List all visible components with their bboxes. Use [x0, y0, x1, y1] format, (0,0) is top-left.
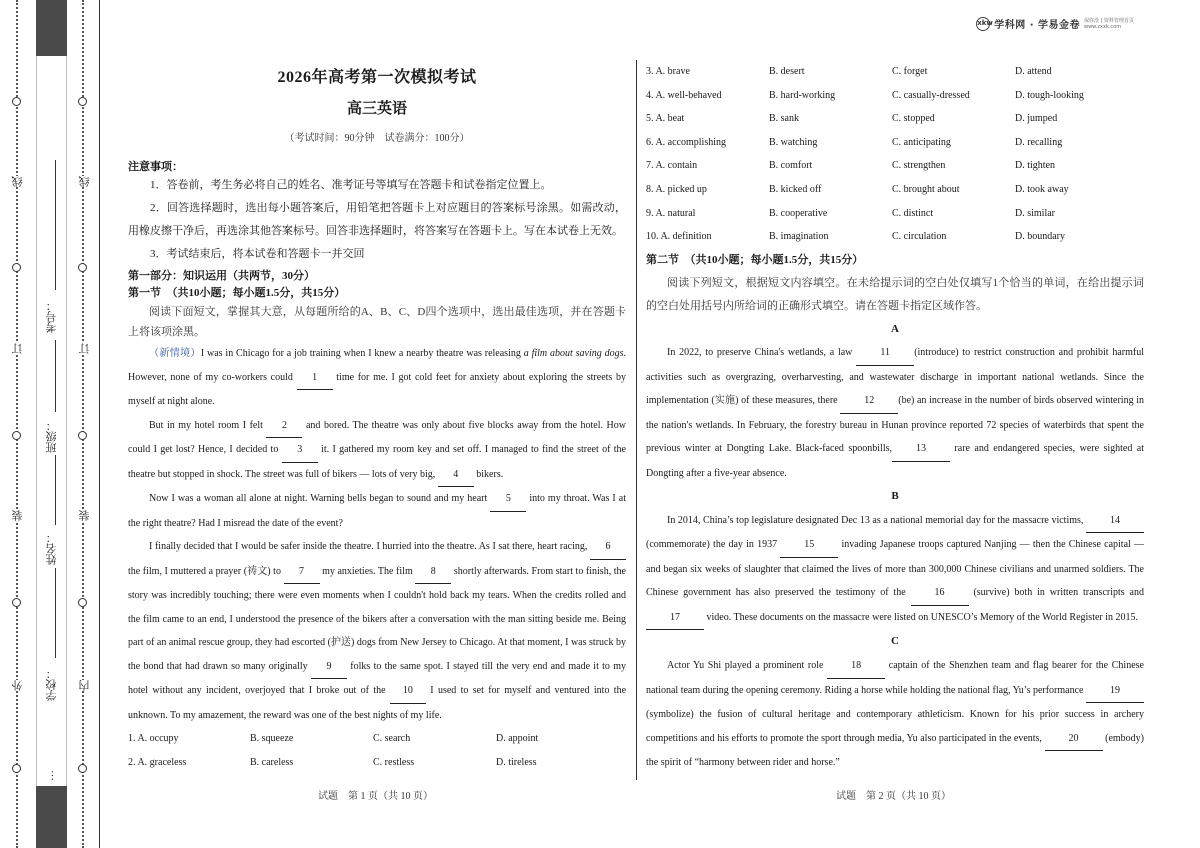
option-choice[interactable]: 5. A. beat [646, 113, 685, 125]
binding-hole [78, 431, 87, 440]
passage-text: In 2022, to preserve China's wetlands, a law [667, 347, 857, 359]
passage-text: invading Japanese troops captured Nanjing — then the Chinese capital — and began six weeks of slaughter that claimed the lives of more than 300,000 Chinese civilians and unarmed soldiers. The Chinese government has also preserved the testimony of the [646, 539, 1144, 599]
option-choice[interactable]: 3. A. brave [646, 66, 690, 77]
passage-text: my anxieties. The film [319, 565, 416, 577]
passage-text: (be) an increase in the number of birds observed wintering in the nation's wetlands. In February, the forestry bureau in Hunan province reported 72 species of waterbirds that spent the previous winter at Dongting Lake. Black-faced spoonbills, [646, 395, 1144, 455]
passage-b [646, 509, 1144, 631]
option-choice[interactable]: 1. A. occupy [128, 733, 179, 744]
binding-label-zhuang-inner: 装 [79, 510, 91, 521]
option-choice[interactable]: B. kicked off [769, 183, 822, 195]
option-choice[interactable]: B. hard-working [769, 89, 836, 101]
passage-text: it. I gathered my room key and set off. I managed to find the street of the theatre but stopped in shock. The street was full of bikers — lots of very big, [128, 444, 626, 480]
passage-text: (embody) the spirit of “harmony between rider and horse.” [646, 732, 1144, 769]
option-choice[interactable]: C. brought about [892, 183, 960, 195]
binding-bar-bottom [36, 786, 67, 848]
passage-paragraph [128, 342, 626, 414]
option-choice[interactable]: 10. A. definition [646, 231, 712, 243]
option-choice[interactable]: C. search [373, 733, 411, 744]
answer-blank[interactable]: 16 [911, 581, 969, 606]
option-choice[interactable]: D. tireless [496, 756, 537, 768]
answer-blank[interactable]: 1 [297, 366, 333, 391]
footer-page-1: 试题 第 1 页（共 10 页） [318, 791, 433, 802]
xkw-logo [976, 16, 1140, 31]
section2-instructions: 阅读下列短文，根据短文内容填空。在未给提示词的空白处仅填写1个恰当的单词，在给出提示词的空白处用括号内所给词的正确形式填空。请在答题卡指定区域作答。 [646, 276, 1144, 312]
option-choice[interactable]: D. tighten [1015, 160, 1055, 172]
option-choice[interactable]: 4. A. well-behaved [646, 89, 722, 101]
passage-italic: a film about saving dogs [523, 348, 624, 359]
passage-a-letter: A [891, 322, 899, 335]
section1-instructions: 阅读下面短文，掌握其大意，从每题所给的A、B、C、D四个选项中，选出最佳选项，并在答题卡上将该项涂黑。 [128, 306, 626, 338]
option-row [646, 107, 1144, 131]
option-choice[interactable]: D. boundary [1015, 231, 1065, 243]
passage-text: I was in Chicago for a job training when I knew a nearby theatre was releasing [200, 348, 524, 359]
passage-text: I finally decided that I would be safer inside the theatre. I hurried into the theatre. As I sat there, heart racing, [149, 541, 590, 552]
option-choice[interactable]: B. desert [769, 66, 805, 77]
answer-blank[interactable]: 12 [840, 389, 898, 414]
answer-blank[interactable]: 6 [590, 535, 626, 560]
answer-blank[interactable]: 2 [266, 414, 302, 439]
answer-blank[interactable]: 8 [415, 560, 451, 585]
section2-heading: 第二节 （共10小题；每小题1.5分，共15分） [646, 253, 864, 266]
passage-text: rare and endangered species, were sighted at Dongting after a five-year absence. [646, 443, 1145, 479]
options-page-2 [646, 60, 1144, 249]
passage-text: Actor Yu Shi played a prominent role [667, 660, 828, 672]
exam-title: 2026年高考第一次模拟考试 [277, 69, 477, 86]
new-context-tag: （新情境） [149, 348, 201, 359]
option-choice[interactable]: C. casually-dressed [892, 89, 970, 101]
name-field-line[interactable] [55, 455, 56, 525]
option-row [646, 84, 1144, 108]
option-choice[interactable]: B. sank [769, 113, 799, 125]
passage-c-letter: C [891, 635, 899, 648]
binding-hole [12, 97, 21, 106]
binding-ellipsis: … [44, 770, 56, 781]
option-choice[interactable]: B. watching [769, 136, 818, 148]
school-field-line[interactable] [55, 568, 56, 658]
option-choice[interactable]: C. anticipating [892, 136, 951, 148]
option-choice[interactable]: D. took away [1015, 183, 1069, 195]
page-1-column [128, 60, 626, 774]
answer-blank[interactable]: 7 [284, 560, 320, 585]
answer-blank[interactable]: 19 [1086, 679, 1144, 704]
option-choice[interactable]: C. restless [373, 756, 415, 768]
answer-blank[interactable]: 10 [390, 679, 426, 704]
option-choice[interactable]: 2. A. graceless [128, 756, 187, 768]
passage-paragraph [128, 487, 626, 535]
school-field-label: 学校： [46, 668, 58, 701]
option-choice[interactable]: D. appoint [496, 733, 539, 744]
binding-label-ding: 订 [12, 343, 24, 354]
passage-text: the film, I muttered a prayer (祷文) to [128, 565, 284, 577]
binding-hole [12, 431, 21, 440]
passage-text: shortly afterwards. From start to finish, the story was incredibly touching; there were even moments when I couldn't hold back my tears. When the credits rolled and the film came to an end, I understood the presence of the bikers after a conversation with the man sitting beside me. Being part of an animal rescue group, they had escorted (护送) dogs from New Jersey to Chicago. At that moment, I was struck by the bond that had drawn so many originally [128, 565, 626, 672]
option-choice[interactable]: B. comfort [769, 160, 813, 172]
option-row [128, 727, 626, 751]
passage-text: into my throat. Was I at the right theatre? Had I misread the date of the event? [128, 493, 626, 529]
option-choice[interactable]: 6. A. accomplishing [646, 136, 726, 148]
class-field-label: 班级： [46, 420, 58, 453]
id-field-line[interactable] [55, 160, 56, 290]
option-choice[interactable]: D. attend [1015, 66, 1052, 77]
option-choice[interactable]: 8. A. picked up [646, 183, 707, 195]
option-choice[interactable]: B. careless [250, 756, 294, 768]
binding-label-xian: 线 [12, 176, 24, 187]
passage-paragraph [646, 654, 1144, 775]
passage-text: captain of the Shenzhen team and flag bearer for the Chinese national team during the opening ceremony. Riding a horse while holding the national flag, Yu’s performance [646, 660, 1144, 696]
passage-text: (introduce) to restrict construction and prohibit harmful activities such as overgrazing, overharvesting, and wastewater discharge in important national wetlands. Since the implementation (实施) of these measures, there [646, 347, 1144, 407]
binding-hole [78, 764, 87, 773]
options-page-1 [128, 727, 626, 774]
page-2-column [646, 60, 1144, 775]
binding-label-outer: 外 [12, 680, 24, 691]
passage-c [646, 654, 1144, 775]
passage-text: video. These documents on the massacre were listed on UNESCO’s Memory of the World Register in 2015. [704, 611, 1139, 623]
passage-text: and bored. The theatre was only about five blocks away from the hotel. How could I get lost? Hence, I decided to [128, 419, 626, 455]
cloze-passage [128, 342, 626, 727]
answer-blank[interactable]: 17 [646, 606, 704, 631]
option-row [646, 154, 1144, 178]
option-choice[interactable]: D. tough-looking [1015, 89, 1084, 101]
option-choice[interactable]: C. forget [892, 66, 928, 77]
passage-text: time for me. I got cold feet for anxiety about exploring the streets by myself at night alone. [128, 371, 626, 407]
passage-a [646, 341, 1144, 485]
option-choice[interactable]: B. squeeze [250, 733, 294, 744]
notes-heading: 注意事项： [128, 161, 183, 173]
passage-b-letter: B [891, 490, 899, 503]
option-choice[interactable]: 7. A. contain [646, 160, 698, 172]
column-divider [636, 60, 637, 780]
binding-hole [12, 598, 21, 607]
binding-hole [78, 97, 87, 106]
note-item: 2．回答选择题时，选出每小题答案后，用铅笔把答题卡上对应题目的答案标号涂黑。如需改动，用橡皮擦干净后，再选涂其他答案标号。回答非选择题时，将答案写在答题卡上。写在本试卷上无效。 [128, 202, 626, 237]
answer-blank[interactable]: 11 [856, 341, 914, 366]
exam-meta: （考试时间：90分钟 试卷满分：100分） [284, 133, 470, 144]
option-choice[interactable]: D. jumped [1015, 113, 1058, 125]
answer-blank[interactable]: 20 [1045, 727, 1103, 752]
option-choice[interactable]: B. cooperative [769, 207, 828, 219]
passage-text: bikers. [473, 468, 504, 480]
option-choice[interactable]: C. strengthen [892, 160, 946, 172]
exam-subject: 高三英语 [346, 101, 407, 117]
option-choice[interactable]: D. recalling [1015, 136, 1063, 148]
section1-heading: 第一节 （共10小题；每小题1.5分，共15分） [128, 287, 346, 299]
binding-label-ding-inner: 订 [79, 343, 91, 354]
binding-hole [12, 764, 21, 773]
option-choice[interactable]: C. stopped [892, 113, 935, 125]
option-choice[interactable]: C. circulation [892, 231, 947, 243]
answer-blank[interactable]: 4 [438, 463, 474, 488]
option-row [646, 225, 1144, 249]
passage-paragraph [646, 341, 1144, 485]
answer-blank[interactable]: 14 [1086, 509, 1144, 534]
inner-dotted-line [82, 0, 84, 848]
answer-blank[interactable]: 18 [827, 654, 885, 679]
option-row [646, 178, 1144, 202]
binding-label-zhuang: 装 [12, 510, 24, 521]
option-row [646, 60, 1144, 84]
binding-label-inner: 内 [79, 680, 91, 691]
binding-hole [12, 263, 21, 272]
passage-text: (survive) both in written transcripts and [968, 587, 1144, 599]
outer-dotted-line [16, 0, 18, 848]
binding-hole [78, 263, 87, 272]
binding-label-xian-inner: 线 [79, 176, 91, 187]
passage-text: I used to set for myself and ventured into the unknown. To my amazement, the reward was one of the best nights of my life. [128, 685, 627, 721]
passage-text: (commemorate) the day in 1937 [646, 539, 781, 551]
answer-blank[interactable]: 3 [282, 438, 318, 463]
class-field-line[interactable] [55, 340, 56, 412]
note-item: 1．答卷前，考生务必将自己的姓名、准考证号等填写在答题卡和试卷指定位置上。 [150, 179, 552, 191]
answer-blank[interactable]: 5 [490, 487, 526, 512]
answer-blank[interactable]: 15 [780, 533, 838, 558]
passage-text: folks to the same spot. I stayed till the very end and made it to my hotel without any incident, overjoyed that I broke out of the [128, 660, 626, 696]
logo-subtext: 保你没 | 资料管理首页 www.zxxk.com [1084, 17, 1134, 30]
passage-text: In 2014, China’s top legislature designated Dec 13 as a national memorial day for the massacre victims, [667, 514, 1086, 526]
binding-bar-top [36, 0, 67, 56]
passage-paragraph [128, 535, 626, 727]
option-choice[interactable]: B. imagination [769, 231, 829, 243]
passage-text: But in my hotel room I felt [149, 419, 267, 431]
option-row [646, 131, 1144, 155]
passage-text: (symbolize) the fusion of cultural heritage and contemporary athleticism. Known for his prior success in archery competitions and his efforts to promote the sport through media, Yu also participated in the events, [646, 709, 1144, 744]
answer-blank[interactable]: 9 [311, 655, 347, 680]
passage-text: Now I was a woman all alone at night. Warning bells began to sound and my heart [149, 493, 491, 504]
footer-page-2: 试题 第 2 页（共 10 页） [836, 791, 951, 802]
passage-text: . However, none of my co-workers could [128, 348, 627, 383]
binding-hole [78, 598, 87, 607]
logo-text: 学科网 · 学易金卷 [994, 20, 1080, 31]
option-row [646, 202, 1144, 226]
id-field-label: 考号： [46, 300, 58, 333]
passage-paragraph [646, 509, 1144, 631]
option-choice[interactable]: C. distinct [892, 207, 934, 219]
option-choice[interactable]: 9. A. natural [646, 207, 696, 219]
part1-heading: 第一部分：知识运用（共两节，30分） [128, 270, 315, 282]
option-choice[interactable]: D. similar [1015, 207, 1055, 219]
xkw-logo-icon: xkw [976, 17, 990, 31]
name-field-label: 姓名： [46, 532, 58, 565]
option-row [128, 751, 626, 775]
note-item: 3．考试结束后，将本试卷和答题卡一并交回 [150, 248, 365, 260]
binding-strip [0, 0, 100, 848]
answer-blank[interactable]: 13 [892, 437, 950, 462]
passage-paragraph [128, 414, 626, 488]
